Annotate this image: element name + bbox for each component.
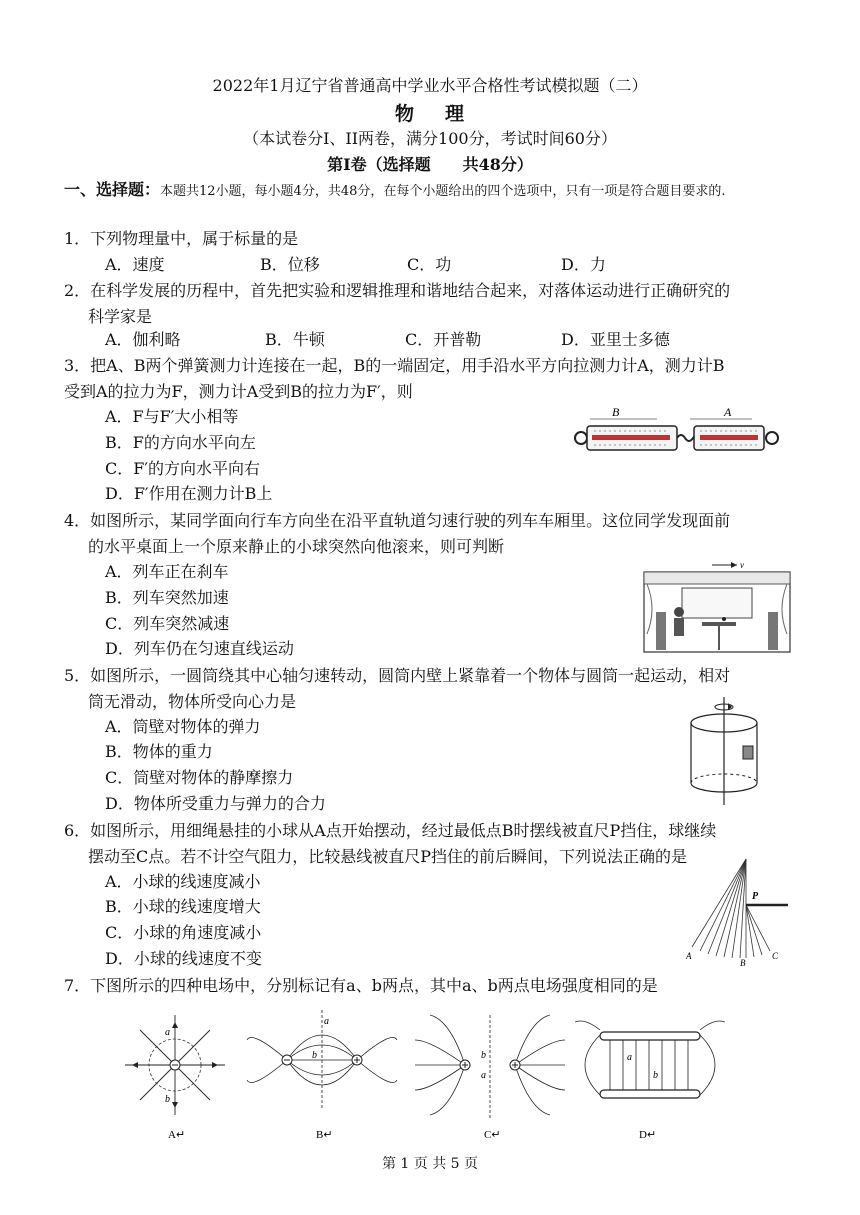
q2-option-b: B．牛顿 [265,330,325,349]
question-3-stem [64,353,794,405]
pendulum-figure [680,855,790,967]
label-a: A [686,951,692,961]
fig-d-point-a: a [627,1052,632,1063]
label-b: B [740,958,746,967]
q3-option-b: B．F的方向水平向左 [105,433,256,452]
q5-option-d: D．物体所受重力与弹力的合力 [105,794,326,813]
q3-option-c: C．F′的方向水平向右 [105,459,260,478]
fig-b-point-b: b [312,1050,317,1061]
fig-c-point-b: b [481,1050,486,1061]
q1-option-a: A．速度 [105,255,165,274]
section-head: 一、选择题： [64,180,161,199]
q3-stem-line1: 3．把A、B两个弹簧测力计连接在一起，B的一端固定，用手沿水平方向拉测力计A，测力计B [64,356,725,375]
q6-stem-line1: 6．如图所示，用细绳悬挂的小球从A点开始摆动，经过最低点B时摆线被直尺P挡住，球继续 [64,821,717,840]
q3-option-d: D．F′作用在测力计B上 [105,484,273,503]
q5-option-b: B．物体的重力 [105,742,213,761]
field-figure-a [120,1010,230,1140]
section-text: 本题共12小题，每小题4分，共48分，在每个小题给出的四个选项中，只有一项是符合题目要求的. [160,184,726,199]
fig-d-label: D↵ [639,1129,657,1140]
q2-option-d: D．亚里士多德 [561,330,670,349]
negative-plate [600,1032,700,1040]
fig-c-point-a: a [481,1070,486,1081]
exam-note: （本试卷分I、II两卷，满分100分，考试时间60分） [243,129,617,148]
spring-scales-figure [572,402,782,458]
field-figure-b [242,1010,402,1140]
q6-stem-line2: 摆动至C点。若不计空气阻力，比较悬线被直尺P挡住的前后瞬间，下列说法正确的是 [88,847,688,866]
q1-option-c: C．功 [407,255,452,274]
q6-option-a: A．小球的线速度减小 [105,872,261,891]
subject-title [0,99,860,126]
question-1-stem: 1．下列物理量中，属于标量的是 [64,229,299,248]
scale-a-label: A [724,405,732,419]
volume-heading: 第I卷（选择题 共48分） [327,155,533,174]
q5-option-a: A．筒壁对物体的弹力 [105,717,261,736]
label-p: P [752,891,759,902]
fig-b-point-a: a [324,1016,329,1027]
q1-option-d: D．力 [561,255,606,274]
q2-option-a: A．伽利略 [105,330,181,349]
field-figure-d [575,1010,725,1140]
object-on-wall [743,746,753,759]
q4-stem-line2: 的水平桌面上一个原来静止的小球突然向他滚来，则可判断 [88,537,505,556]
q3-stem-line2: 受到A的拉力为F，测力计A受到B的拉力为F′，则 [64,382,413,401]
fig-a-point-a: a [165,1027,170,1038]
fig-d-point-b: b [653,1070,658,1081]
q6-option-c: C．小球的角速度减小 [105,923,262,942]
q4-option-b: B．列车突然加速 [105,588,229,607]
field-figure-c [410,1010,570,1140]
fig-c-label: C↵ [484,1129,501,1140]
subject-char-2: 理 [445,103,466,125]
train-car-figure [642,560,792,655]
positive-plate [600,1090,700,1098]
q2-option-c: C．开普勒 [405,330,482,349]
q2-stem-line1: 2．在科学发展的历程中，首先把实验和逻辑推理和谐地结合起来，对落体运动进行正确研究的 [64,281,731,300]
q5-option-c: C．筒壁对物体的静摩擦力 [105,768,294,787]
page-footer: 第 1 页 共 5 页 [381,1156,479,1172]
fig-b-label: B↵ [316,1129,333,1140]
exam-title: 2022年1月辽宁省普通高中学业水平合格性考试模拟题（二） [212,76,648,95]
rotating-cylinder-figure [686,695,766,807]
question-5-stem [64,663,794,715]
label-c: C [772,951,779,961]
fig-a-point-b: b [165,1094,170,1105]
q2-stem-line2: 科学家是 [88,307,153,326]
question-4-stem [64,508,794,560]
q5-stem-line1: 5．如图所示，一圆筒绕其中心轴匀速转动，圆筒内壁上紧靠着一个物体与圆筒一起运动，相对 [64,666,731,685]
q6-option-d: D．小球的线速度不变 [105,949,262,968]
q4-option-c: C．列车突然减速 [105,614,230,633]
question-2-stem [64,278,794,330]
q6-option-b: B．小球的线速度增大 [105,897,261,916]
section-instructions [64,177,794,205]
scale-b-label: B [612,405,620,419]
question-7-stem: 7．下图所示的四种电场中，分别标记有a、b两点，其中a、b两点电场强度相同的是 [64,976,658,995]
q3-option-a: A．F与F′大小相等 [105,407,239,426]
q4-stem-line1: 4．如图所示，某同学面向行车方向坐在沿平直轨道匀速行驶的列车车厢里。这位同学发现面前 [64,511,731,530]
q5-stem-line2: 筒无滑动，物体所受向心力是 [88,692,297,711]
fig-a-label: A↵ [168,1129,186,1140]
q4-option-a: A．列车正在刹车 [105,562,229,581]
velocity-label: v [740,560,744,570]
q1-option-b: B．位移 [260,255,320,274]
subject-char-1: 物 [394,103,415,125]
q4-option-d: D．列车仍在匀速直线运动 [105,639,294,658]
